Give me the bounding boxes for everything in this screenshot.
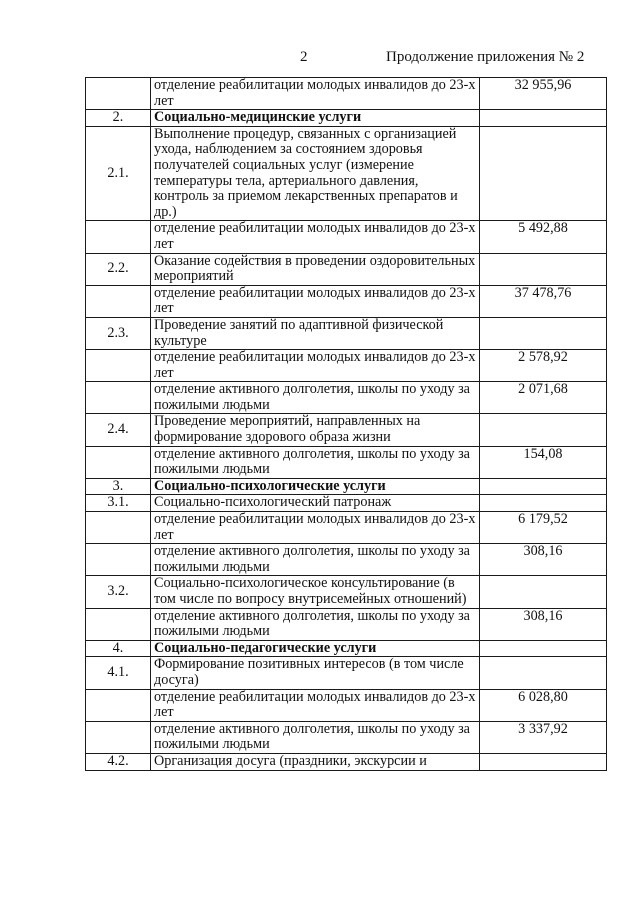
tariff-value — [480, 753, 607, 770]
services-table-body — [86, 78, 607, 771]
tariff-value: 37 478,76 — [480, 285, 607, 317]
service-name: Оказание содействия в проведении оздоровительных мероприятий — [151, 253, 480, 285]
service-name: отделение реабилитации молодых инвалидов до 23-х лет — [151, 689, 480, 721]
row-number — [86, 446, 151, 478]
tariff-value: 2 578,92 — [480, 350, 607, 382]
row-number: 2.4. — [86, 414, 151, 446]
row-number — [86, 689, 151, 721]
row-number — [86, 608, 151, 640]
tariff-value — [480, 414, 607, 446]
tariff-value — [480, 478, 607, 495]
row-number: 4. — [86, 640, 151, 657]
section-row — [86, 110, 607, 127]
table-row — [86, 544, 607, 576]
tariff-value: 308,16 — [480, 544, 607, 576]
service-name: отделение реабилитации молодых инвалидов до 23-х лет — [151, 285, 480, 317]
row-number: 4.1. — [86, 657, 151, 689]
service-name: Формирование позитивных интересов (в том числе досуга) — [151, 657, 480, 689]
table-row — [86, 126, 607, 221]
row-number: 4.2. — [86, 753, 151, 770]
service-name: отделение активного долголетия, школы по уходу за пожилыми людьми — [151, 446, 480, 478]
table-row — [86, 576, 607, 608]
section-row — [86, 478, 607, 495]
service-name: Выполнение процедур, связанных с организацией ухода, наблюдением за состоянием здоровья получателей социальных услуг (измерение температуры тела, артериального давления, контроль за приемом лекарственных препаратов и др.) — [151, 126, 480, 221]
row-number — [86, 721, 151, 753]
service-name: отделение реабилитации молодых инвалидов до 23-х лет — [151, 78, 480, 110]
table-row — [86, 253, 607, 285]
row-number — [86, 350, 151, 382]
service-name: Проведение занятий по адаптивной физической культуре — [151, 317, 480, 349]
service-name: отделение активного долголетия, школы по уходу за пожилыми людьми — [151, 382, 480, 414]
row-number — [86, 544, 151, 576]
row-number — [86, 78, 151, 110]
service-name: Социально-педагогические услуги — [151, 640, 480, 657]
row-number — [86, 285, 151, 317]
tariff-value: 308,16 — [480, 608, 607, 640]
page-number: 2 — [300, 49, 308, 65]
table-row — [86, 78, 607, 110]
service-name: отделение реабилитации молодых инвалидов до 23-х лет — [151, 512, 480, 544]
row-number — [86, 382, 151, 414]
row-number: 3. — [86, 478, 151, 495]
tariff-value: 3 337,92 — [480, 721, 607, 753]
table-row — [86, 512, 607, 544]
tariff-value — [480, 576, 607, 608]
table-row — [86, 350, 607, 382]
service-name: отделение реабилитации молодых инвалидов до 23-х лет — [151, 350, 480, 382]
row-number — [86, 512, 151, 544]
tariff-value: 2 071,68 — [480, 382, 607, 414]
service-name: Социально-психологическое консультирование (в том числе по вопросу внутрисемейных отношений) — [151, 576, 480, 608]
service-name: Социально-психологические услуги — [151, 478, 480, 495]
table-row — [86, 285, 607, 317]
tariff-value — [480, 657, 607, 689]
tariff-value: 154,08 — [480, 446, 607, 478]
row-number: 3.2. — [86, 576, 151, 608]
tariff-value: 6 028,80 — [480, 689, 607, 721]
tariff-value: 6 179,52 — [480, 512, 607, 544]
tariff-value — [480, 253, 607, 285]
row-number: 2.3. — [86, 317, 151, 349]
table-row — [86, 382, 607, 414]
tariff-value — [480, 640, 607, 657]
tariff-value — [480, 110, 607, 127]
tariff-value: 32 955,96 — [480, 78, 607, 110]
row-number: 3.1. — [86, 495, 151, 512]
tariff-value — [480, 126, 607, 221]
tariff-value — [480, 317, 607, 349]
table-row — [86, 446, 607, 478]
services-table — [85, 77, 607, 771]
service-name: Организация досуга (праздники, экскурсии и — [151, 753, 480, 770]
table-row — [86, 753, 607, 770]
tariff-value: 5 492,88 — [480, 221, 607, 253]
tariff-value — [480, 495, 607, 512]
service-name: Социально-психологический патронаж — [151, 495, 480, 512]
service-name: Социально-медицинские услуги — [151, 110, 480, 127]
table-row — [86, 721, 607, 753]
service-name: отделение активного долголетия, школы по уходу за пожилыми людьми — [151, 608, 480, 640]
table-row — [86, 221, 607, 253]
row-number — [86, 221, 151, 253]
table-row — [86, 657, 607, 689]
row-number: 2.1. — [86, 126, 151, 221]
service-name: отделение реабилитации молодых инвалидов до 23-х лет — [151, 221, 480, 253]
service-name: Проведение мероприятий, направленных на формирование здорового образа жизни — [151, 414, 480, 446]
service-name: отделение активного долголетия, школы по уходу за пожилыми людьми — [151, 721, 480, 753]
table-row — [86, 414, 607, 446]
table-row — [86, 689, 607, 721]
row-number: 2.2. — [86, 253, 151, 285]
continuation-caption: Продолжение приложения № 2 — [386, 49, 585, 65]
section-row — [86, 640, 607, 657]
table-row — [86, 608, 607, 640]
row-number: 2. — [86, 110, 151, 127]
service-name: отделение активного долголетия, школы по уходу за пожилыми людьми — [151, 544, 480, 576]
table-row — [86, 495, 607, 512]
table-row — [86, 317, 607, 349]
